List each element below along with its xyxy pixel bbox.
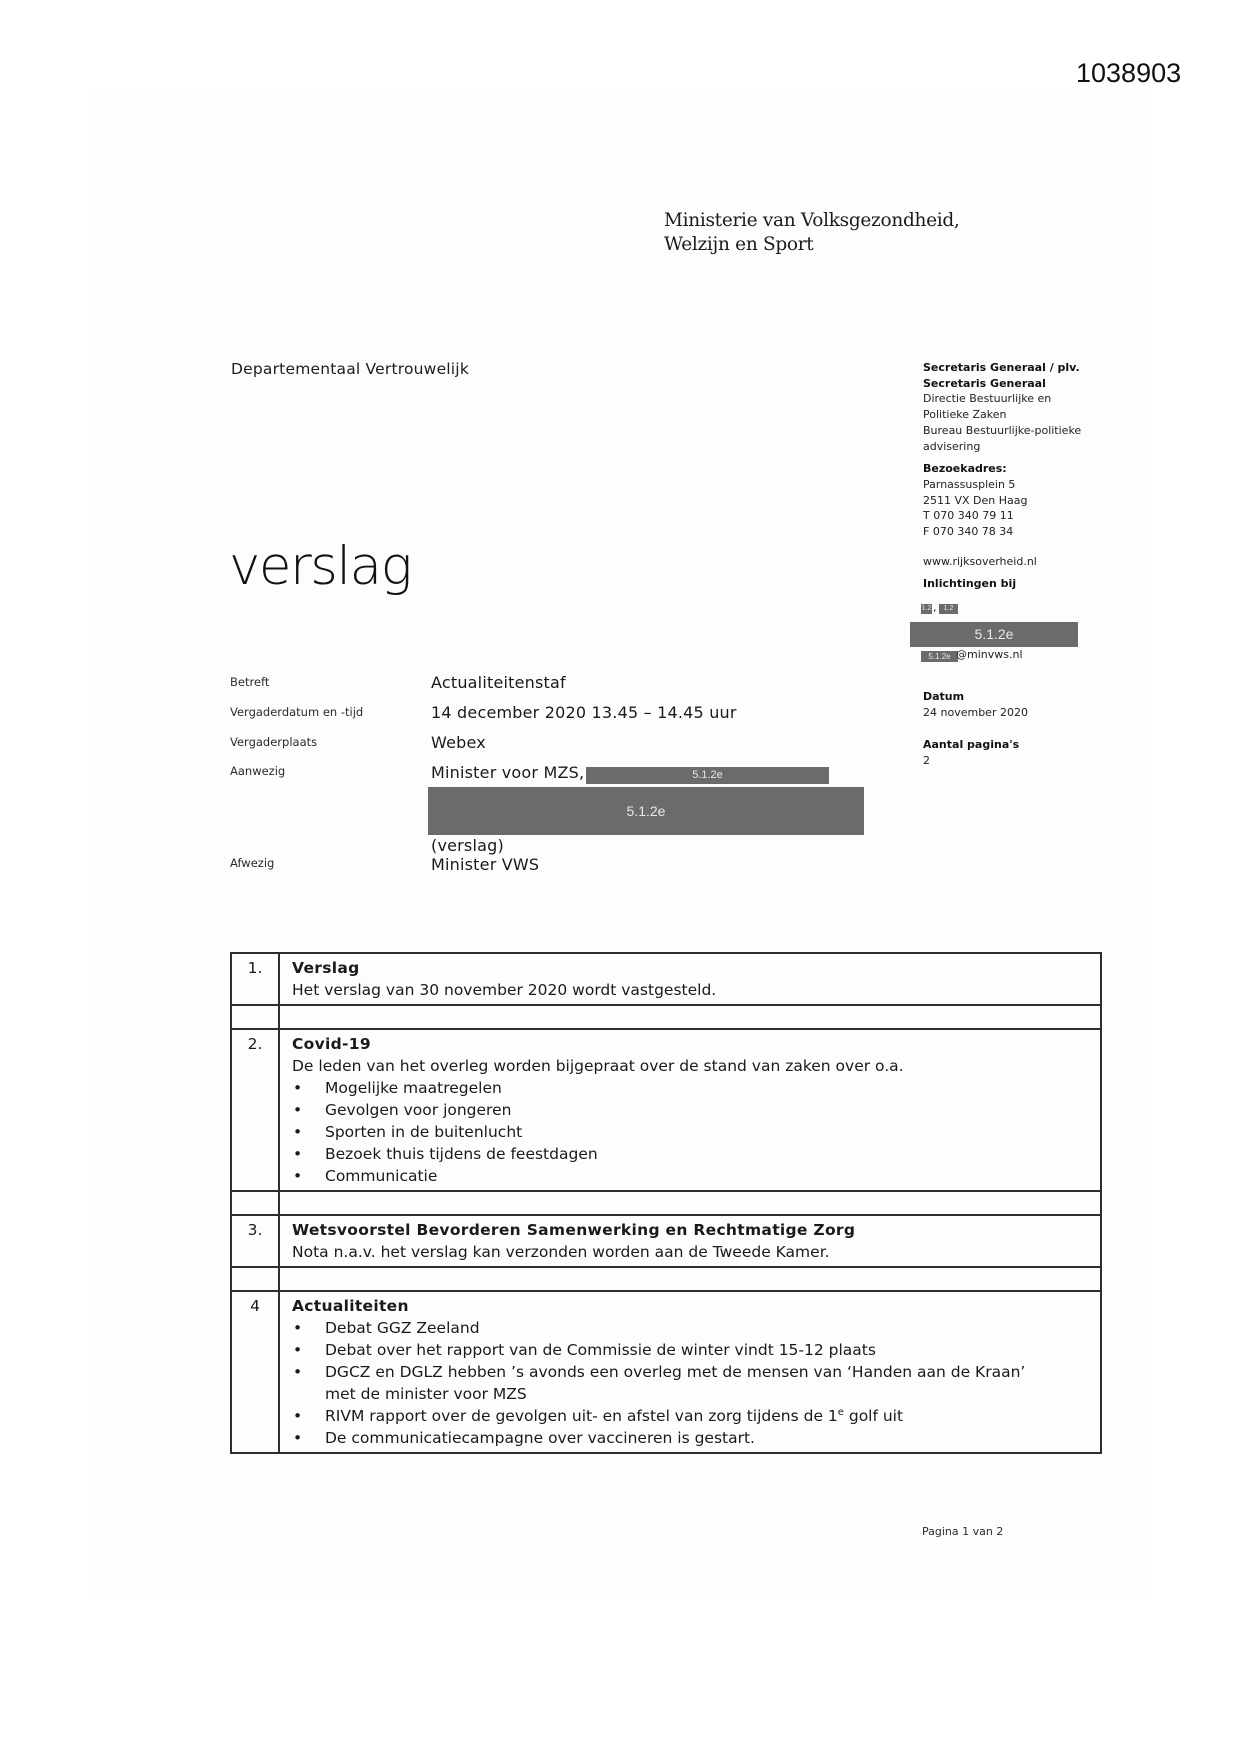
fax-number: F 070 340 78 34 xyxy=(923,525,1014,539)
list-item-text: Gevolgen voor jongeren xyxy=(325,1101,512,1119)
list-item xyxy=(292,1317,1088,1339)
page-indicator: Pagina 1 van 2 xyxy=(922,1525,1004,1538)
street-address: Parnassusplein 5 xyxy=(923,477,1016,491)
agenda-content xyxy=(279,1029,1101,1191)
bullet-icon: • xyxy=(293,1363,303,1381)
sender-sidebar xyxy=(923,360,1123,592)
list-item xyxy=(292,1405,1088,1427)
subject-label: Betreft xyxy=(230,675,270,689)
redaction-box: 1.2 xyxy=(921,605,932,612)
list-item xyxy=(292,1099,1088,1121)
agenda-number: 1. xyxy=(231,953,279,1005)
bullet-icon: • xyxy=(293,1101,303,1119)
agenda-text: Het verslag van 30 november 2020 wordt vastgesteld. xyxy=(292,981,717,999)
website-link[interactable]: www.rijksoverheid.nl xyxy=(923,554,1037,568)
list-item-text: RIVM rapport over de gevolgen uit- en afstel van zorg tijdens de 1 xyxy=(325,1407,838,1425)
contact-separator: , xyxy=(933,601,937,614)
classification-label: Departementaal Vertrouwelijk xyxy=(231,360,469,378)
bullet-icon: • xyxy=(293,1407,303,1425)
agenda-number: 2. xyxy=(231,1029,279,1191)
document-id: 1038903 xyxy=(1076,58,1182,88)
department-line-1: Directie Bestuurlijke en xyxy=(923,392,1052,406)
agenda-title: Wetsvoorstel Bevorderen Samenwerking en Rechtmatige Zorg xyxy=(292,1221,856,1239)
list-item-text: Bezoek thuis tijdens de feestdagen xyxy=(325,1145,598,1163)
list-item-text: DGCZ en DGLZ hebben ’s avonds een overleg met de mensen van ‘Handen aan de Kraan’ met de minister voor MZS xyxy=(325,1363,1026,1403)
redaction-box-email: 5.1.2e xyxy=(921,651,958,662)
subject-value: Actualiteitenstaf xyxy=(431,673,566,692)
bullet-icon: • xyxy=(293,1429,303,1447)
ministry-name-line-2: Welzijn en Sport xyxy=(664,234,814,255)
department-line-2: Politieke Zaken xyxy=(923,408,1007,422)
contact-label: Inlichtingen bij xyxy=(923,577,1017,591)
agenda-row xyxy=(231,1291,1101,1453)
agenda-row xyxy=(231,953,1101,1005)
agenda-content xyxy=(279,953,1101,1005)
visit-address-label: Bezoekadres: xyxy=(923,462,1007,476)
redaction-box: 1.2 xyxy=(939,604,958,614)
datetime-value: 14 december 2020 13.45 – 14.45 uur xyxy=(431,703,737,722)
absent-value: Minister VWS xyxy=(431,855,540,874)
agenda-content xyxy=(279,1291,1101,1453)
sender-line-2: Secretaris Generaal xyxy=(923,376,1046,390)
department-line-4: advisering xyxy=(923,439,981,453)
agenda-bullet-list xyxy=(292,1077,1088,1187)
agenda-bullet-list xyxy=(292,1317,1088,1449)
department-line-3: Bureau Bestuurlijke-politieke xyxy=(923,423,1082,437)
list-item-text: Debat over het rapport van de Commissie de winter vindt 15-12 plaats xyxy=(325,1341,876,1359)
date-label: Datum xyxy=(923,690,965,703)
agenda-content xyxy=(279,1215,1101,1267)
present-value: Minister voor MZS, xyxy=(431,763,585,782)
location-value: Webex xyxy=(431,733,486,752)
bullet-icon: • xyxy=(293,1079,303,1097)
list-item-text: Mogelijke maatregelen xyxy=(325,1079,502,1097)
ministry-logo-text xyxy=(664,209,960,257)
bullet-icon: • xyxy=(293,1123,303,1141)
agenda-row xyxy=(231,1215,1101,1267)
list-item xyxy=(292,1121,1088,1143)
sender-line-1: Secretaris Generaal / plv. xyxy=(923,361,1080,374)
superscript: e xyxy=(837,1406,844,1418)
bullet-icon: • xyxy=(293,1167,303,1185)
list-item xyxy=(292,1427,1088,1449)
bullet-icon: • xyxy=(293,1319,303,1337)
list-item-text: Debat GGZ Zeeland xyxy=(325,1319,480,1337)
bullet-icon: • xyxy=(293,1145,303,1163)
list-item xyxy=(292,1077,1088,1099)
bullet-icon: • xyxy=(293,1341,303,1359)
redaction-box-attendees: 5.1.2e xyxy=(428,787,864,835)
ministry-name-line-1: Ministerie van Volksgezondheid, xyxy=(664,210,960,231)
list-item-text: golf uit xyxy=(843,1407,904,1425)
agenda-table xyxy=(230,952,1102,1454)
present-note: (verslag) xyxy=(431,836,504,855)
agenda-title: Covid-19 xyxy=(292,1035,371,1053)
redaction-box-contact-name: 5.1.2e xyxy=(910,622,1078,647)
agenda-text: Nota n.a.v. het verslag kan verzonden worden aan de Tweede Kamer. xyxy=(292,1243,830,1261)
agenda-number: 4 xyxy=(231,1291,279,1453)
list-item xyxy=(292,1165,1088,1187)
phone-number: T 070 340 79 11 xyxy=(923,509,1014,523)
location-label: Vergaderplaats xyxy=(230,735,318,749)
present-label: Aanwezig xyxy=(230,764,286,778)
agenda-row xyxy=(231,1029,1101,1191)
list-item xyxy=(292,1361,1088,1405)
agenda-spacer-row xyxy=(231,1191,1101,1215)
list-item-text: De communicatiecampagne over vaccineren is gestart. xyxy=(325,1429,755,1447)
list-item-text: Communicatie xyxy=(325,1167,438,1185)
datetime-label: Vergaderdatum en -tijd xyxy=(230,705,364,719)
agenda-title: Verslag xyxy=(292,959,360,977)
agenda-text: De leden van het overleg worden bijgepraat over de stand van zaken over o.a. xyxy=(292,1057,904,1075)
agenda-spacer-row xyxy=(231,1005,1101,1029)
page-count-label: Aantal pagina's xyxy=(923,738,1020,751)
list-item xyxy=(292,1339,1088,1361)
date-value: 24 november 2020 xyxy=(923,706,1028,719)
document-type-title: verslag xyxy=(229,536,411,597)
email-domain: @minvws.nl xyxy=(956,648,1023,661)
postal-city: 2511 VX Den Haag xyxy=(923,493,1028,507)
agenda-title: Actualiteiten xyxy=(292,1297,409,1315)
list-item-text: Sporten in de buitenlucht xyxy=(325,1123,523,1141)
redaction-box-attendees: 5.1.2e xyxy=(586,767,829,784)
agenda-number: 3. xyxy=(231,1215,279,1267)
list-item xyxy=(292,1143,1088,1165)
absent-label: Afwezig xyxy=(230,856,275,870)
agenda-spacer-row xyxy=(231,1267,1101,1291)
page-count-value: 2 xyxy=(923,754,930,767)
